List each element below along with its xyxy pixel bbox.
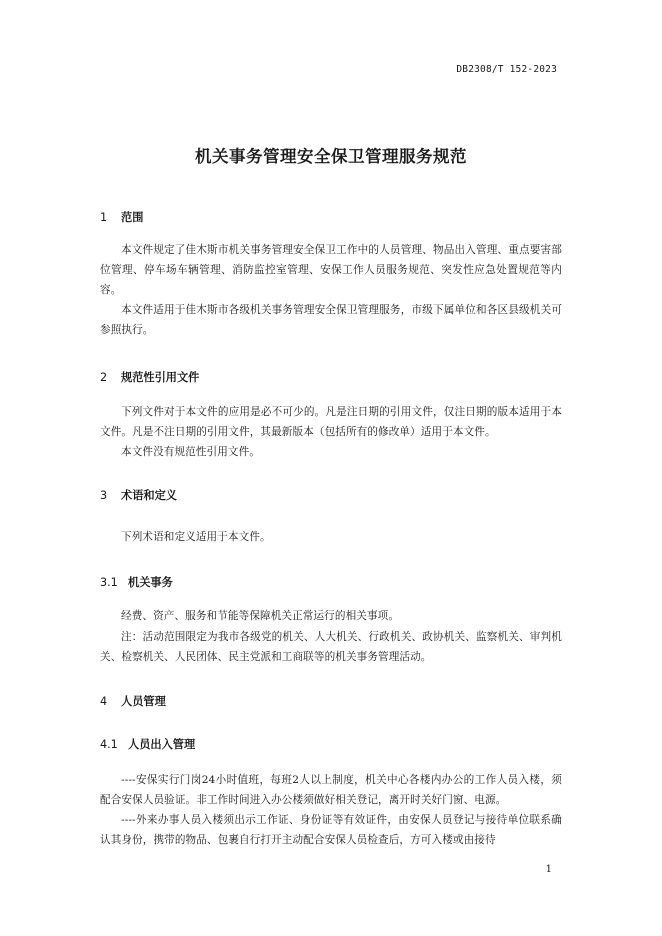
section-title: 人员管理 <box>121 695 166 708</box>
section-title: 机关事务 <box>128 576 173 589</box>
note-paragraph: 注：活动范围限定为我市各级党的机关、人大机关、行政机关、政协机关、监察机关、审判机关、检察机关、人民团体、民主党派和工商联等的机关事务管理活动。 <box>100 631 562 663</box>
section-number: 3 <box>100 489 108 502</box>
section-title: 规范性引用文件 <box>121 371 200 384</box>
page-number: 1 <box>545 864 552 875</box>
document-code: DB2308/T 152-2023 <box>456 64 557 75</box>
section-number: 4.1 <box>100 738 118 751</box>
section-heading-3 <box>100 487 177 503</box>
paragraph: ----外来办事人员入楼须出示工作证、身份证等有效证件，由安保人员登记与接待单位联系确认其身份，携带的物品、包裹自行打开主动配合安保人员检查后，方可入楼或由接待 <box>100 814 562 846</box>
section-number: 2 <box>100 371 108 384</box>
paragraph: 下列文件对于本文件的应用是必不可少的。凡是注日期的引用文件，仅注日期的版本适用于本文件。凡是不注日期的引用文件，其最新版本（包括所有的修改单）适用于本文件。 <box>100 406 562 438</box>
section-heading-3-1 <box>100 574 173 590</box>
paragraph: 下列术语和定义适用于本文件。 <box>121 531 271 543</box>
section-heading-2 <box>100 369 199 385</box>
section-title: 术语和定义 <box>121 489 177 502</box>
section-number: 3.1 <box>100 576 118 589</box>
paragraph: 本文件适用于佳木斯市各级机关事务管理安全保卫管理服务，市级下属单位和各区县级机关可参照执行。 <box>100 304 562 336</box>
section-heading-4 <box>100 693 166 709</box>
section-title: 范围 <box>121 211 144 224</box>
paragraph: ----安保实行门岗24小时值班，每班2人以上制度，机关中心各楼内办公的工作人员入楼，须配合安保人员验证。非工作时间进入办公楼须做好相关登记，离开时关好门窗、电源。 <box>100 774 562 806</box>
section-title: 人员出入管理 <box>128 738 196 751</box>
paragraph: 本文件规定了佳木斯市机关事务管理安全保卫工作中的人员管理、物品出入管理、重点要害部位管理、停车场车辆管理、消防监控室管理、安保工作人员服务规范、突发性应急处置规范等内容。 <box>100 244 562 296</box>
paragraph: 经费、资产、服务和节能等保障机关正常运行的相关事项。 <box>121 610 400 622</box>
section-number: 1 <box>100 211 108 224</box>
paragraph: 本文件没有规范性引用文件。 <box>121 446 261 458</box>
document-title: 机关事务管理安全保卫管理服务规范 <box>195 147 467 166</box>
section-heading-4-1 <box>100 736 195 752</box>
section-heading-1 <box>100 209 143 225</box>
section-number: 4 <box>100 695 108 708</box>
